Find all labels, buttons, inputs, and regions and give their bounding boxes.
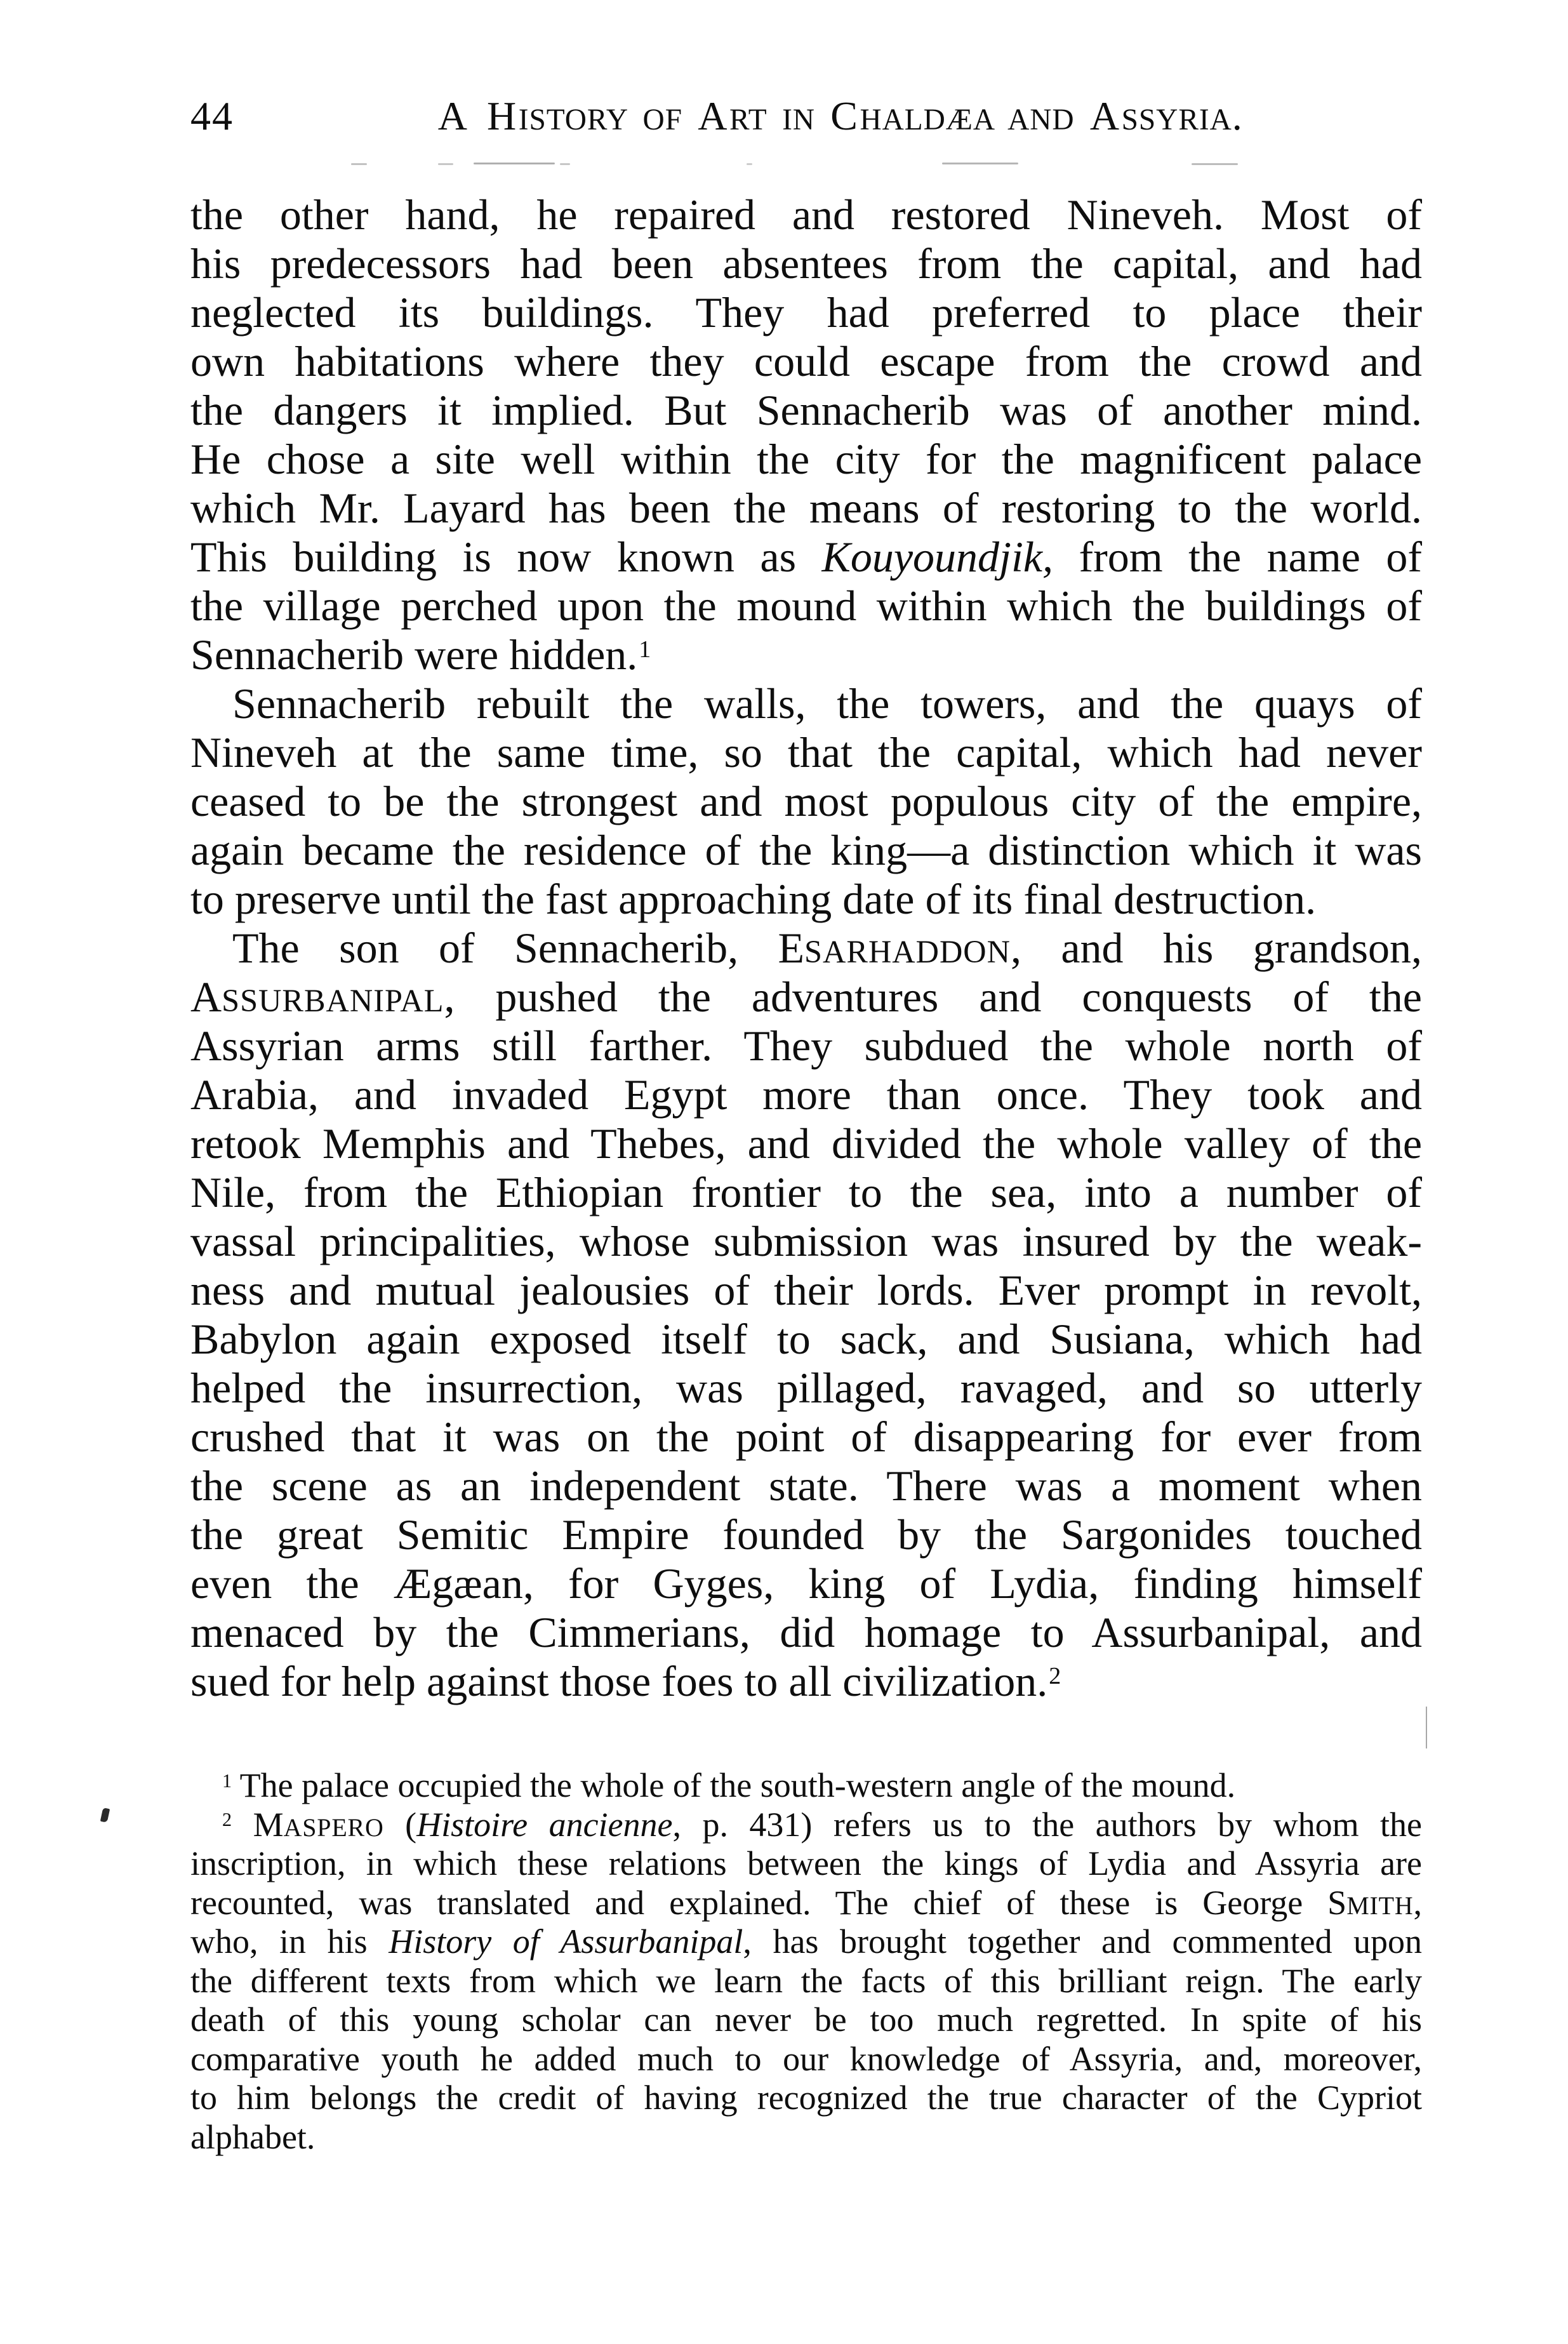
text-line: He chose a site well within the city for the magnificent palace [190, 435, 1422, 483]
small-caps-name: SMITH [1327, 1883, 1414, 1922]
text-line: Arabia, and invaded Egypt more than once. They took and [190, 1070, 1422, 1119]
text-line: $^1$ The palace occupied the whole of the south-western angle of the mound. [222, 1766, 1236, 1804]
text-line: ness and mutual jealousies of their lords. Ever prompt in revolt, [190, 1266, 1422, 1314]
text-line: ceased to be the strongest and most populous city of the empire, [190, 777, 1422, 825]
small-caps-name: ART [698, 93, 767, 138]
text-line: own habitations where they could escape from the crowd and [190, 337, 1422, 385]
small-caps-name: HISTORY [486, 93, 628, 138]
text-line: comparative youth he added much to our knowledge of Assyria, and, moreover, [190, 2039, 1422, 2078]
header-rule-dash [351, 163, 367, 165]
small-caps-name: ESARHADDON [778, 924, 1011, 972]
text-line: Nineveh at the same time, so that the capital, which had never [190, 728, 1422, 776]
running-header [190, 94, 1422, 141]
text-line: recounted, was translated and explained. The chief of these is George SMITH, [190, 1883, 1422, 1922]
header-rule-dash [747, 163, 752, 165]
italic-text: Histoire ancienne [416, 1805, 673, 1844]
text-line: inscription, in which these relations between the kings of Lydia and Assyria are [190, 1844, 1422, 1882]
paragraph [190, 1806, 1422, 2157]
text-line: crushed that it was on the point of disappearing for ever from [190, 1413, 1422, 1461]
small-caps-name: CHALDÆA [830, 93, 994, 138]
footnote-marker: 2 [1049, 1662, 1061, 1689]
text-line: This building is now known as Kouyoundjik, from the name of [190, 533, 1422, 581]
text-line: $^2$ MASPERO (Histoire ancienne, p. 431) refers us to the authors by whom the [222, 1805, 1423, 1844]
text-line: to him belongs the credit of having recognized the true character of the Cypriot [190, 2079, 1422, 2117]
text-line: again became the residence of the king—a distinction which it was [190, 826, 1422, 874]
text-line: which Mr. Layard has been the means of restoring to the world. [190, 484, 1422, 532]
text-line: the dangers it implied. But Sennacherib was of another mind. [190, 386, 1422, 434]
text-line: death of this young scholar can never be too much regretted. In spite of his [190, 2001, 1422, 2039]
text-line: the other hand, he repaired and restored Nineveh. Most of [190, 190, 1422, 239]
text-line: his predecessors had been absentees from the capital, and had [190, 239, 1422, 288]
footnotes [190, 1766, 1422, 2157]
text-line: the village perched upon the mound within which the buildings of [190, 582, 1422, 630]
paragraph [190, 679, 1422, 924]
text-line: Assyrian arms still farther. They subdued the whole north of [190, 1022, 1422, 1070]
italic-text: History of Assurbanipal [389, 1922, 743, 1961]
header-rule-dash [1192, 163, 1238, 165]
page-number: 44 [190, 93, 234, 138]
header-rule-dash [942, 163, 1018, 164]
paragraph [190, 924, 1422, 1706]
text-line: to preserve until the fast approaching date of its final destruction. [190, 875, 1317, 923]
margin-ink-mark [100, 1808, 110, 1823]
italic-text: Kouyoundjik, [821, 533, 1054, 581]
text-line: vassal principalities, whose submission was insured by the weak- [190, 1217, 1422, 1265]
text-line: helped the insurrection, was pillaged, ravaged, and so utterly [190, 1364, 1422, 1412]
text-line: the scene as an independent state. There was a moment when [190, 1462, 1422, 1510]
text-line: the great Semitic Empire founded by the Sargonides touched [190, 1510, 1422, 1559]
text-line: neglected its buildings. They had preferred to place their [190, 288, 1422, 336]
paragraph [190, 1766, 1422, 1806]
paragraph [190, 190, 1422, 679]
small-caps-text: AND [993, 103, 1090, 137]
text-line: even the Ægæan, for Gyges, king of Lydia, finding himself [190, 1559, 1422, 1608]
footnote-marker: 1 [639, 636, 651, 663]
footnote-marker: 1 [222, 1769, 232, 1792]
text-line: sued for help against those foes to all civilization.$^2$ [190, 1657, 1061, 1705]
text-line: retook Memphis and Thebes, and divided the whole valley of the [190, 1119, 1422, 1168]
text-line: the different texts from which we learn the facts of this brilliant reign. The early [190, 1961, 1422, 2000]
text-line: The son of Sennacherib, ESARHADDON, and his grandson, [232, 924, 1422, 972]
small-caps-name: ASSURBANIPAL [190, 973, 444, 1021]
small-caps-text: IN [766, 103, 831, 137]
small-caps-name: ASSYRIA [1089, 93, 1232, 138]
footnote-marker: 2 [222, 1809, 232, 1831]
text-line: menaced by the Cimmerians, did homage to Assurbanipal, and [190, 1608, 1422, 1656]
text-line: alphabet. [190, 2117, 316, 2156]
body-text [190, 190, 1422, 1706]
running-header-title: A HISTORY OF ART IN CHALDÆA AND ASSYRIA. [437, 93, 1245, 138]
small-caps-name: MASPERO [253, 1805, 384, 1844]
small-caps-text: OF [627, 103, 698, 137]
header-rule-dash [560, 163, 570, 165]
text-line: Sennacherib rebuilt the walls, the towers, and the quays of [232, 679, 1422, 728]
header-rule-dash [438, 163, 453, 165]
text-line: ASSURBANIPAL, pushed the adventures and conquests of the [190, 973, 1422, 1021]
text-line: Nile, from the Ethiopian frontier to the sea, into a number of [190, 1168, 1422, 1216]
text-line: who, in his History of Assurbanipal, has brought together and commented upon [190, 1922, 1423, 1961]
header-rule-dash [474, 163, 555, 164]
right-margin-scratch [1426, 1707, 1427, 1748]
text-line: Sennacherib were hidden.$^1$ [190, 630, 651, 679]
text-line: Babylon again exposed itself to sack, and Susiana, which had [190, 1315, 1422, 1363]
